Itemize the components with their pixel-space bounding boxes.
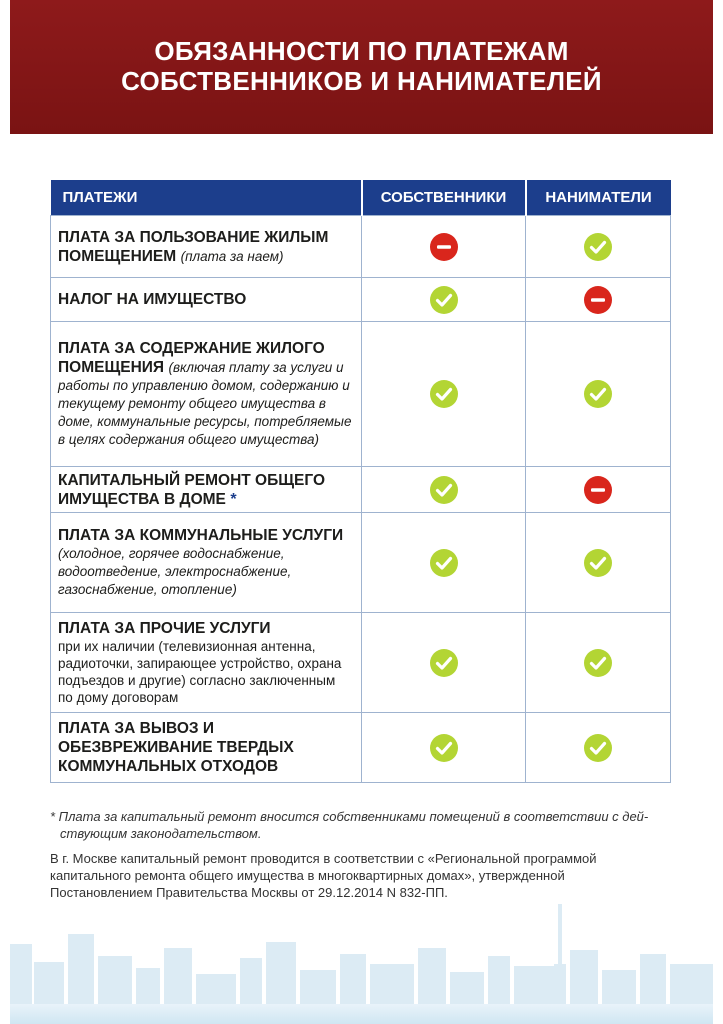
owners-cell: [362, 613, 526, 713]
payment-cell: [51, 216, 362, 278]
payment-cell: [51, 513, 362, 613]
owners-cell: [362, 467, 526, 513]
tenants-cell: [526, 216, 671, 278]
owners-cell: [362, 513, 526, 613]
city-skyline-illustration: [10, 904, 713, 1024]
payment-title: НАЛОГ НА ИМУЩЕСТВО: [58, 291, 247, 308]
check-circle-icon: [583, 232, 613, 262]
owners-cell: [362, 278, 526, 322]
table-row: [51, 513, 671, 613]
payment-title: ПЛАТА ЗА ПРОЧИЕ УСЛУГИ: [58, 620, 271, 637]
payment-title: ПЛАТА ЗА ПОЛЬЗОВАНИЕ ЖИЛЫМ ПОМЕЩЕНИЕМ: [58, 228, 329, 265]
column-header-payments: ПЛАТЕЖИ: [51, 180, 362, 216]
table-row: [51, 278, 671, 322]
payment-cell: [51, 322, 362, 467]
check-circle-icon: [583, 548, 613, 578]
table-row: [51, 216, 671, 278]
title-banner: [10, 0, 713, 134]
payment-note: (включая плату за услуги и работы по управлению домом, содержанию и текущему ремонту общего имущества в доме, коммунальные ресурсы, потребляемые в целях содержания общего имущества): [58, 360, 352, 447]
check-circle-icon: [583, 379, 613, 409]
payment-note: (холодное, горячее водоснабжение, водоотведение, электроснабжение, газоснабжение, отопление): [58, 546, 292, 597]
tenants-cell: [526, 613, 671, 713]
tenants-cell: [526, 278, 671, 322]
table-row: [51, 322, 671, 467]
check-circle-icon: [429, 475, 459, 505]
check-circle-icon: [429, 733, 459, 763]
payment-title: ПЛАТА ЗА СОДЕРЖАНИЕ ЖИЛОГО ПОМЕЩЕНИЯ: [58, 340, 325, 376]
footnote-marker: *: [230, 490, 237, 508]
owners-cell: [362, 713, 526, 783]
payments-table: [50, 180, 671, 783]
column-header-tenants: НАНИМАТЕЛИ: [526, 180, 671, 216]
title-line-2: СОБСТВЕННИКОВ И НАНИМАТЕЛЕЙ: [121, 66, 602, 96]
page-title: [10, 36, 713, 96]
tenants-cell: [526, 467, 671, 513]
tenants-cell: [526, 713, 671, 783]
minus-circle-icon: [583, 475, 613, 505]
column-header-owners: СОБСТВЕННИКИ: [362, 180, 526, 216]
table-row: [51, 467, 671, 513]
payment-cell: [51, 713, 362, 783]
check-circle-icon: [429, 379, 459, 409]
payment-title: ПЛАТА ЗА КОММУНАЛЬНЫЕ УСЛУГИ: [58, 527, 344, 544]
payment-title: ПЛАТА ЗА ВЫВОЗ И ОБЕЗВРЕЖИВАНИЕ ТВЕРДЫХ КОММУНАЛЬНЫХ ОТХОДОВ: [58, 720, 294, 775]
payment-cell: [51, 278, 362, 322]
owners-cell: [362, 216, 526, 278]
check-circle-icon: [583, 648, 613, 678]
footnote: [50, 808, 670, 842]
moscow-note: В г. Москве капитальный ремонт проводится в соответствии с «Региональной программой капитального ремонта общего имущества в многоквартирных домах», утвержденной Постановлением Правительства Москвы от 29.12.2014 N 832-ПП.: [50, 851, 597, 900]
owners-cell: [362, 322, 526, 467]
payment-description: при их наличии (телевизионная антенна, радиоточки, запирающее устройство, охрана подъездов и другие) согласно заключенным по дому договорам: [58, 639, 342, 705]
tenants-cell: [526, 322, 671, 467]
table-row: [51, 713, 671, 783]
table-row: [51, 613, 671, 713]
payment-cell: [51, 613, 362, 713]
minus-circle-icon: [583, 285, 613, 315]
footnote-line-1: * Плата за капитальный ремонт вносится собственниками помещений в соответствии с дей-: [50, 809, 649, 824]
payment-cell: [51, 467, 362, 513]
footnote-line-2: ствующим законодательством.: [60, 826, 262, 841]
title-line-1: ОБЯЗАННОСТИ ПО ПЛАТЕЖАМ: [154, 36, 569, 66]
check-circle-icon: [429, 285, 459, 315]
check-circle-icon: [429, 548, 459, 578]
tenants-cell: [526, 513, 671, 613]
check-circle-icon: [429, 648, 459, 678]
payment-note: (плата за наем): [180, 248, 284, 264]
minus-circle-icon: [429, 232, 459, 262]
check-circle-icon: [583, 733, 613, 763]
table-header-row: [51, 180, 671, 216]
payment-title: КАПИТАЛЬНЫЙ РЕМОНТ ОБЩЕГО ИМУЩЕСТВА В ДОМЕ: [58, 471, 326, 508]
